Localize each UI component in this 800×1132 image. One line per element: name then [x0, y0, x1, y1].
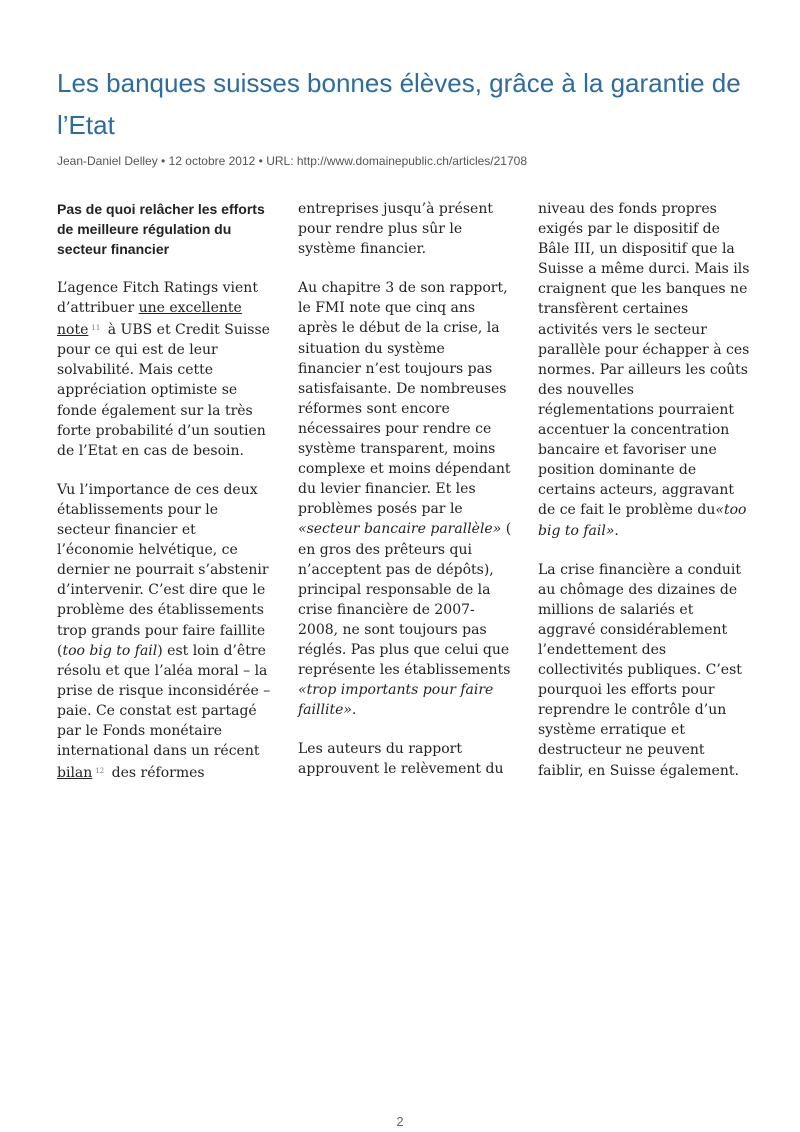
- emphasis: «secteur bancaire parallèle»: [298, 521, 502, 538]
- text-column-1: [57, 199, 271, 802]
- paragraph-5: La crise financière a conduit au chômage des dizaines de millions de salariés et aggravé considérablement l’endettement des collectivités publiques. C’est pourquoi les efforts pour reprendre le contrôle d’un système erratique et destructeur ne peuvent faiblir, en Suisse également.: [538, 561, 742, 779]
- bilan-link[interactable]: bilan: [57, 765, 93, 782]
- text: Les auteurs du rapport approuvent le relèvement du: [298, 741, 504, 778]
- paragraph-2-continued: [298, 199, 512, 259]
- text: .: [614, 522, 619, 539]
- paragraph-4-continued: [538, 199, 752, 541]
- emphasis: «too big to fail»: [538, 502, 747, 539]
- text: L’agence Fitch Ratings vient d’attribuer: [57, 280, 258, 317]
- text: des réformes: [107, 765, 205, 782]
- text: ( en gros des prêteurs qui n’acceptent pas de dépôts), principal responsable de la crise financière de 2007-2008, ne sont toujours pas réglés. Pas plus que celui que représente les établissements: [298, 521, 512, 679]
- text: Vu l’importance de ces deux établissements pour le secteur financier et l’économie helvétique, ce dernier ne pourrait s’abstenir d’intervenir. C’est dire que le problème des établissements trop grands pour faire faillite (: [57, 481, 269, 659]
- paragraph-1: [57, 278, 271, 461]
- paragraph-2: [57, 480, 271, 783]
- section-subheading: Pas de quoi relâcher les efforts de meilleure régulation du secteur financier: [57, 201, 265, 257]
- article-title: Les banques suisses bonnes élèves, grâce à la garantie de l’Etat: [57, 68, 741, 140]
- footnote-ref-12: 12: [95, 767, 105, 776]
- text: entreprises jusqu’à présent pour rendre plus sûr le système financier.: [298, 201, 493, 258]
- text-column-2: [298, 199, 512, 799]
- text-column-3: [538, 199, 752, 800]
- text: à UBS et Credit Suisse pour ce qui est de leur solvabilité. Mais cette appréciation optimiste se fonde également sur la très forte probabilité d’un soutien de l’Etat en cas de besoin.: [57, 322, 270, 459]
- text: Au chapitre 3 de son rapport, le FMI note que cinq ans après le début de la crise, la situation du système financier n’est toujours pas satisfaisante. De nombreuses réformes sont encore nécessaires pour rendre ce système transparent, moins complexe et moins dépendant du levier financier. Et les problèmes posés par le: [298, 280, 511, 518]
- text: .: [351, 702, 357, 719]
- emphasis: too big to fail: [62, 642, 158, 659]
- emphasis: «trop importants pour faire faillite»: [298, 682, 494, 719]
- paragraph-3: [298, 278, 512, 720]
- paragraph-4: [298, 739, 512, 779]
- excellente-note-link[interactable]: une excellente note: [57, 300, 242, 339]
- text: niveau des fonds propres exigés par le dispositif de Bâle III, un dispositif que la Suisse a même durci. Mais ils craignent que les banques ne transfèrent certaines activités vers le secteur parallèle pour échapper à ces normes. Par ailleurs les coûts des nouvelles réglementations pourraient accentuer la concentration bancaire et favoriser une position dominante de certains acteurs, aggravant de ce fait le problème du: [538, 201, 750, 519]
- text: ) est loin d’être résolu et que l’aléa moral – la prise de risque inconsidérée – paie. Ce constat est partagé par le Fonds monétaire international dans un récent: [57, 642, 271, 760]
- byline: Jean-Daniel Delley • 12 octobre 2012 • URL: http://www.domainepublic.ch/articles/21708: [57, 154, 527, 168]
- page-number: 2: [396, 1114, 404, 1129]
- footnote-ref-11: 11: [91, 324, 101, 333]
